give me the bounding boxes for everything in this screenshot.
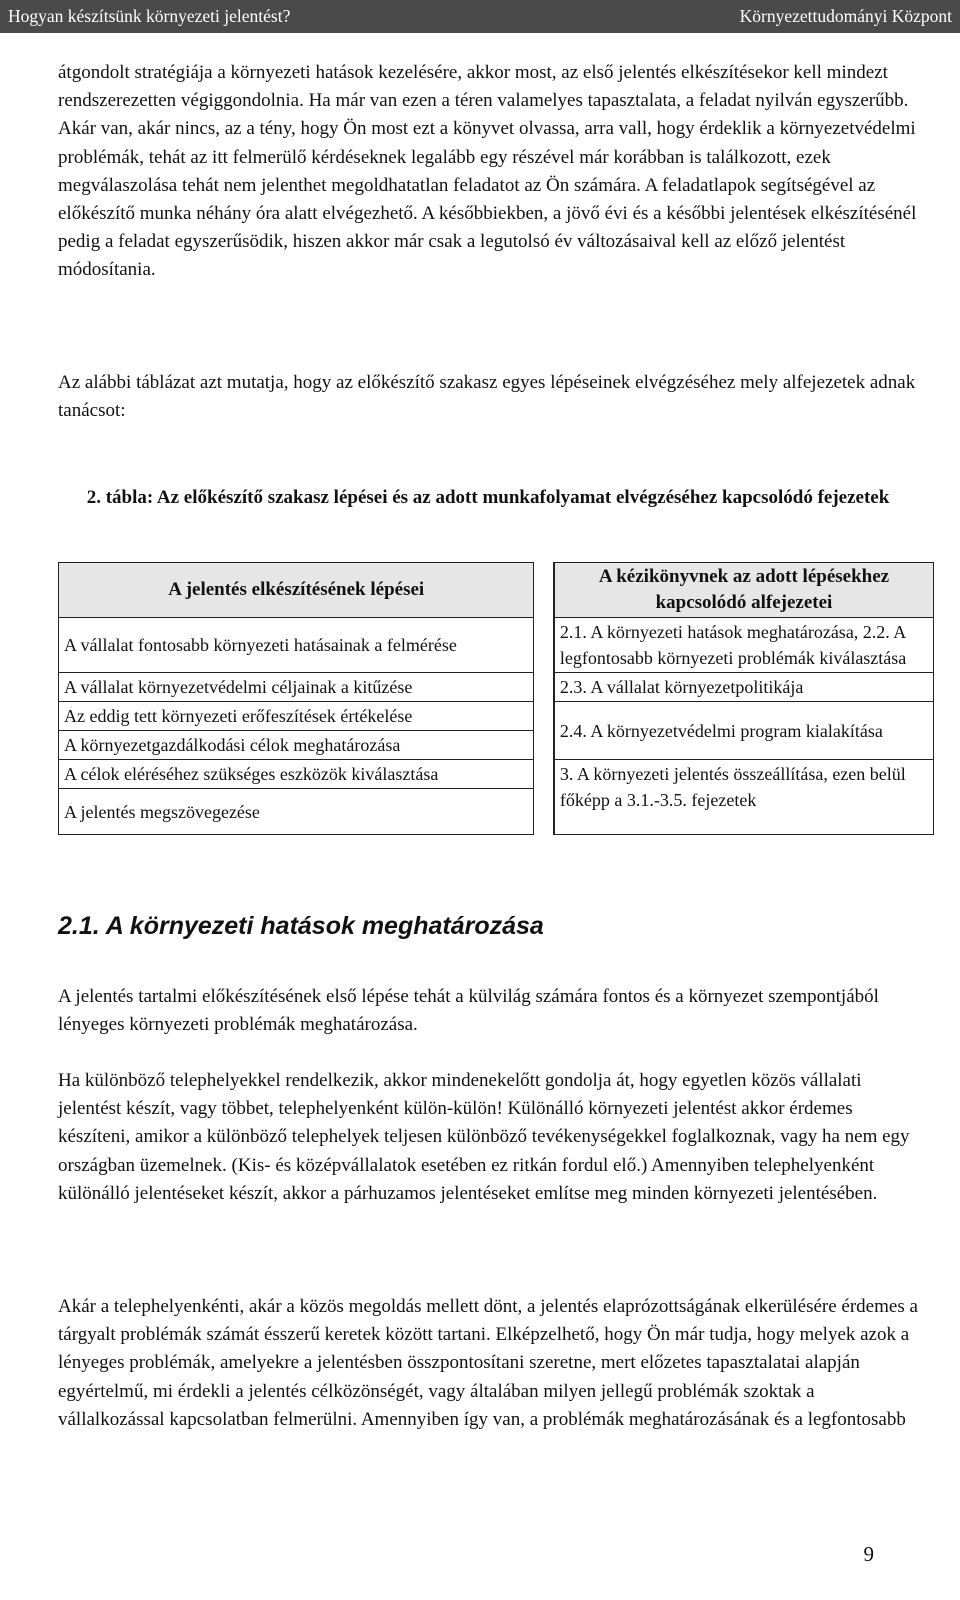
table-caption: 2. tábla: Az előkészítő szakasz lépései és az adott munkafolyamat elvégzéséhez kapcsolódó fejezetek [86,487,890,508]
header-organization: Környezettudományi Központ [739,6,952,26]
paragraph-intro: átgondolt stratégiája a környezeti hatások kezelésére, akkor most, az első jelentés elkészítésekor kell mindezt rendszerezetten végiggondolnia. Ha már van ezen a téren valamelyes tapasztalata, a feladat nyilván egyszerűbb. Akár van, akár nincs, az a tény, hogy Ön most ezt a könyvet olvassa, arra vall, hogy érdeklik a környezetvédelmi problémák, tehát az itt felmerülő kérdéseknek legalább egy részével már korábban is találkozott, ezek megválaszolása tehát nem jelenthet megoldhatatlan feladatot az Ön számára. A feladatlapok segítségével az előkészítő munka néhány óra alatt elvégezhető. A későbbiekben, a jövő évi és a későbbi jelentések elkészítésénél pedig a feladat egyszerűsödik, hiszen akkor már csak a legutolsó év változásaival kell az előző jelentést módosítania. [58,62,917,281]
paragraph-body: Akár a telephelyenkénti, akár a közös megoldás mellett dönt, a jelentés elaprózottságának elkerülésére érdemes a tárgyalt problémák számát ésszerű keretek között tartani. Elképzelhető, hogy Ön már tudja, hogy melyek azok a lényeges problémák, amelyekre a jelentésben összpontosítani szeretne, mert előzetes tapasztalatai alapján egyértelmű, mi érdekli a jelentés célközönségét, vagy általában milyen jellegű problémák szoktak a vállalkozással kapcsolatban felmerülni. Amennyiben így van, a problémák meghatározásának és a legfontosabb [58,1296,918,1430]
steps-table [58,562,934,835]
page-header [0,0,960,33]
table-row [59,673,934,702]
table-cell-step: A jelentés megszövegezése [59,789,534,835]
table-cell-step: A környezetgazdálkodási célok meghatározása [59,731,534,760]
table-row [59,702,934,731]
table-cell-step: A vállalat környezetvédelmi céljainak a kitűzése [59,673,534,702]
paragraph-table-intro: Az alábbi táblázat azt mutatja, hogy az előkészítő szakasz egyes lépéseinek elvégzéséhez mely alfejezetek adnak tanácsot: [58,372,916,422]
table-header-row [59,563,934,618]
table-cell-step: Az eddig tett környezeti erőfeszítések értékelése [59,702,534,731]
table-cell-step: A célok eléréséhez szükséges eszközök kiválasztása [59,760,534,789]
table-row [59,618,934,673]
table-cell-chapter: 3. A környezeti jelentés összeállítása, ezen belül főképp a 3.1.-3.5. fejezetek [554,760,934,835]
table-cell-chapter: 2.4. A környezetvédelmi program kialakítása [554,702,934,760]
page-number: 9 [863,1542,874,1566]
table-cell-chapter: 2.3. A vállalat környezetpolitikája [554,673,934,702]
table-header-steps: A jelentés elkészítésének lépései [59,563,534,618]
table-header-chapters: A kézikönyvnek az adott lépésekhez kapcsolódó alfejezetei [554,563,934,618]
paragraph-body: A jelentés tartalmi előkészítésének első lépése tehát a külvilág számára fontos és a környezet szempontjából lényeges környezeti problémák meghatározása. [58,986,879,1036]
section-heading: 2.1. A környezeti hatások meghatározása [58,912,544,940]
table-cell-step: A vállalat fontosabb környezeti hatásainak a felmérése [59,618,534,673]
paragraph-body: Ha különböző telephelyekkel rendelkezik, akkor mindenekelőtt gondolja át, hogy egyetlen közös vállalati jelentést készít, vagy többet, telephelyenként külön-külön! Különálló környezeti jelentést akkor érdemes készíteni, amikor a különböző telephelyek teljesen különböző tevékenységekkel foglalkoznak, vagy ha nem egy országban üzemelnek. (Kis- és középvállalatok esetében ez ritkán fordul elő.) Amennyiben telephelyenként különálló jelentéseket készít, akkor a párhuzamos jelentéseket említse meg minden környezeti jelentésében. [58,1070,910,1204]
table-row [59,760,934,789]
table-cell-chapter: 2.1. A környezeti hatások meghatározása, 2.2. A legfontosabb környezeti problémák kiválasztása [554,618,934,673]
header-document-title: Hogyan készítsünk környezeti jelentést? [8,6,291,26]
